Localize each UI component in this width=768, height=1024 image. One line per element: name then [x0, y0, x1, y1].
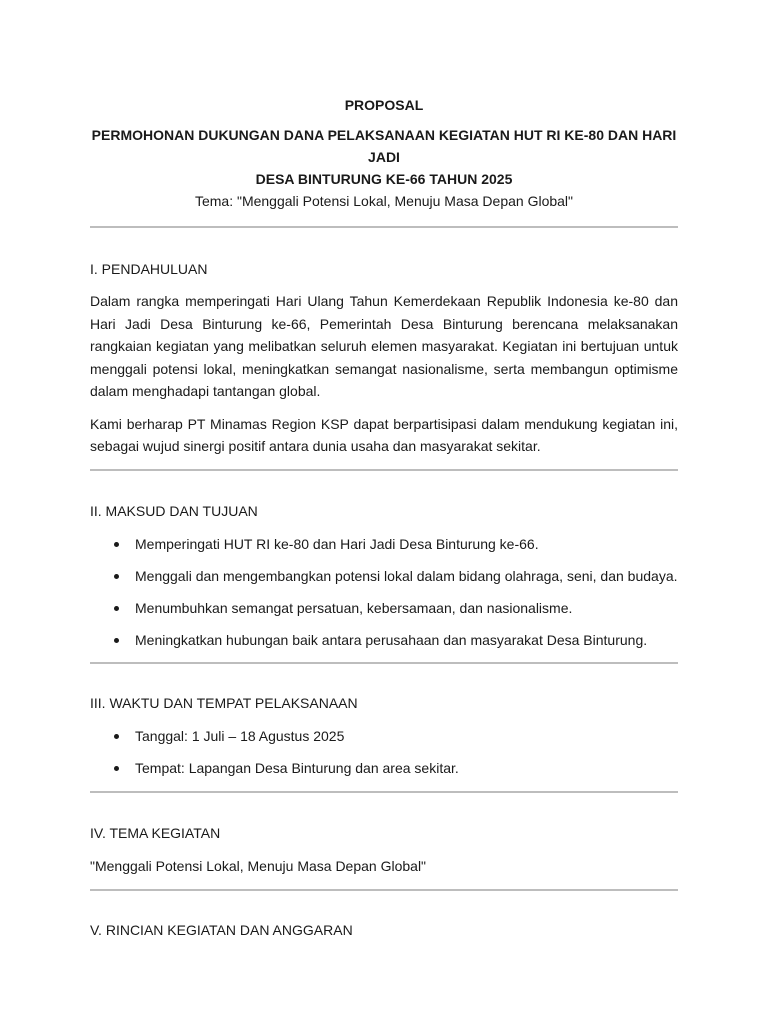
list-item — [90, 757, 678, 779]
document-subtitle-line-1: PERMOHONAN DUKUNGAN DANA PELAKSANAAN KEGIATAN HUT RI KE-80 DAN HARI JADI — [91, 127, 677, 165]
list-item — [90, 629, 678, 651]
bullet-icon — [114, 574, 119, 579]
divider — [90, 226, 678, 228]
divider — [90, 791, 678, 793]
bullet-icon — [114, 766, 119, 771]
list-maksud-tujuan — [90, 533, 678, 651]
divider — [90, 662, 678, 664]
section-heading-tema-kegiatan: IV. TEMA KEGIATAN — [90, 824, 221, 841]
tema-kegiatan-text: "Menggali Potensi Lokal, Menuju Masa Depan Global" — [90, 857, 427, 874]
list-item — [90, 725, 678, 747]
document-subtitle-line-2: DESA BINTURUNG KE-66 TAHUN 2025 — [255, 171, 513, 187]
bullet-icon — [114, 638, 119, 643]
list-item-text: Tempat: Lapangan Desa Binturung dan area sekitar. — [135, 759, 459, 776]
list-item-text: Menumbuhkan semangat persatuan, kebersamaan, dan nasionalisme. — [135, 599, 573, 616]
bullet-icon — [114, 734, 119, 739]
paragraph-pendahuluan-1: Dalam rangka memperingati Hari Ulang Tahun Kemerdekaan Republik Indonesia ke-80 dan Hari Jadi Desa Binturung ke-66, Pemerintah Desa Binturung berencana melaksanakan rangkaian kegiatan yang melibatkan seluruh elemen masyarakat. Kegiatan ini bertujuan untuk menggali potensi lokal, meningkatkan semangat nasionalisme, serta membangun optimisme dalam menghadapi tantangan global. — [90, 293, 678, 399]
list-item-text: Memperingati HUT RI ke-80 dan Hari Jadi Desa Binturung ke-66. — [135, 535, 539, 552]
document-title: PROPOSAL — [344, 97, 424, 113]
section-heading-pendahuluan: I. PENDAHULUAN — [90, 261, 208, 277]
list-waktu-tempat — [90, 725, 678, 779]
section-heading-maksud-tujuan: II. MAKSUD DAN TUJUAN — [90, 502, 258, 519]
bullet-icon — [114, 542, 119, 547]
list-item-text: Menggali dan mengembangkan potensi lokal dalam bidang olahraga, seni, dan budaya. — [135, 567, 678, 584]
bullet-icon — [114, 606, 119, 611]
list-item-text: Tanggal: 1 Juli – 18 Agustus 2025 — [135, 727, 345, 744]
divider — [90, 889, 678, 891]
list-item — [90, 533, 678, 555]
paragraph-pendahuluan-2: Kami berharap PT Minamas Region KSP dapat berpartisipasi dalam mendukung kegiatan ini, sebagai wujud sinergi positif antara dunia usaha dan masyarakat sekitar. — [90, 415, 678, 454]
divider — [90, 469, 678, 471]
section-heading-rincian-kegiatan: V. RINCIAN KEGIATAN DAN ANGGARAN — [90, 922, 353, 938]
list-item-text: Meningkatkan hubungan baik antara perusahaan dan masyarakat Desa Binturung. — [135, 631, 648, 648]
list-item — [90, 565, 678, 587]
section-heading-waktu-tempat: III. WAKTU DAN TEMPAT PELAKSANAAN — [90, 694, 358, 711]
list-item — [90, 597, 678, 619]
document-theme: Tema: "Menggali Potensi Lokal, Menuju Masa Depan Global" — [194, 193, 574, 209]
